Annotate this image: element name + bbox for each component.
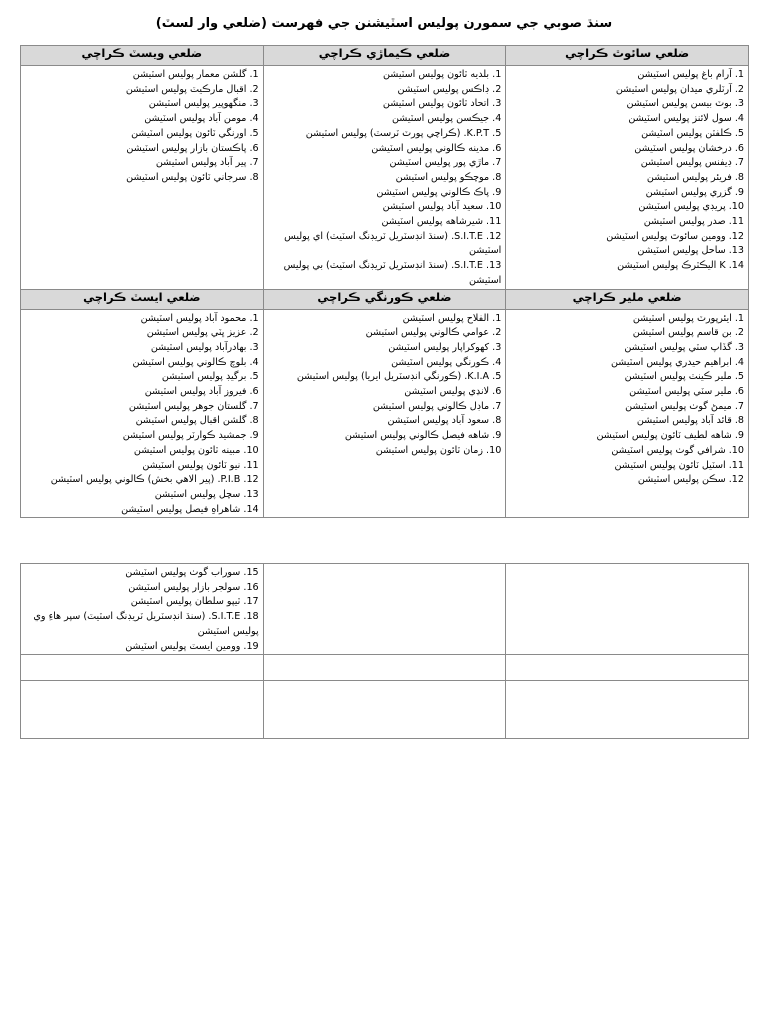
empty-cell bbox=[263, 655, 506, 681]
station-item: 3. گڏاپ سٽي پوليس اسٽيشن bbox=[624, 341, 744, 353]
station-item: 7. پير آباد پوليس اسٽيشن bbox=[155, 157, 259, 169]
station-item: 18. S.I.T.E. (سنڌ انڊسٽريل ٽريڊنگ اسٽيٽ) سپر هاءِ وي پوليس اسٽيشن bbox=[33, 611, 259, 637]
empty-cell bbox=[506, 655, 749, 681]
empty-cell bbox=[506, 681, 749, 739]
station-item: 4. بلوچ ڪالوني پوليس اسٽيشن bbox=[132, 356, 259, 368]
station-item: 17. ٽيپو سلطان پوليس اسٽيشن bbox=[130, 596, 259, 608]
station-item: 3. بوٽ بيسن پوليس اسٽيشن bbox=[626, 98, 744, 110]
empty-cell bbox=[21, 655, 264, 681]
district-table bbox=[20, 45, 749, 518]
station-item: 8. فريئر پوليس اسٽيشن bbox=[646, 171, 744, 183]
station-item: 2. آرٽلري ميدان پوليس اسٽيشن bbox=[615, 83, 744, 95]
station-item: 10. پريڊي پوليس اسٽيشن bbox=[638, 201, 744, 213]
station-cell-kemari bbox=[263, 66, 506, 290]
station-item: 8. سرجاني ٽائون پوليس اسٽيشن bbox=[126, 171, 259, 183]
station-list bbox=[25, 310, 259, 518]
station-cell-west bbox=[21, 66, 264, 290]
page-title: سنڌ صوبي جي سمورن پوليس اسٽيشنن جي فهرست (ضلعي وار لسٽ) bbox=[155, 16, 613, 31]
station-list bbox=[510, 564, 744, 566]
district-header-korangi: ضلعي ڪورنگي ڪراچي bbox=[263, 289, 506, 309]
empty-cell bbox=[263, 681, 506, 739]
station-list bbox=[268, 564, 502, 566]
station-item: 13. S.I.T.E. (سنڌ انڊسٽريل ٽريڊنگ اسٽيٽ) بي پوليس اسٽيشن bbox=[283, 260, 502, 286]
station-item: 5. K.P.T. (ڪراچي پورٽ ٽرسٽ) پوليس اسٽيشن bbox=[305, 127, 502, 139]
station-cell-east bbox=[21, 309, 264, 518]
station-item: 8. سعود آباد پوليس اسٽيشن bbox=[387, 415, 502, 427]
station-item: 10. شرافي گوٺ پوليس اسٽيشن bbox=[611, 444, 744, 456]
station-list bbox=[510, 66, 744, 274]
station-item: 9. پاڪ ڪالوني پوليس اسٽيشن bbox=[376, 186, 502, 198]
station-item: 3. منگهوپير پوليس اسٽيشن bbox=[148, 98, 259, 110]
station-item: 6. فيروز آباد پوليس اسٽيشن bbox=[144, 386, 259, 398]
station-item: 4. ابراهيم حيدري پوليس اسٽيشن bbox=[610, 356, 744, 368]
district-header-malir: ضلعي ملير ڪراچي bbox=[506, 289, 749, 309]
station-item: 12. S.I.T.E. (سنڌ انڊسٽريل ٽريڊنگ اسٽيٽ) اي پوليس اسٽيشن bbox=[284, 230, 502, 257]
station-item: 12. سڪن پوليس اسٽيشن bbox=[637, 474, 744, 486]
station-item: 10. زمان ٽائون پوليس اسٽيشن bbox=[375, 444, 502, 456]
district-body-row-2 bbox=[21, 309, 749, 518]
station-item: 14. شاهراهِ فيصل پوليس اسٽيشن bbox=[121, 503, 259, 515]
station-item: 5. اورنگي ٽائون پوليس اسٽيشن bbox=[131, 127, 259, 139]
continuation-row bbox=[21, 564, 749, 655]
station-cell-south bbox=[506, 66, 749, 290]
station-item: 2. اقبال مارڪيٽ پوليس اسٽيشن bbox=[125, 83, 259, 95]
station-item: 10. مبينه ٽائون پوليس اسٽيشن bbox=[133, 444, 259, 456]
empty-cell bbox=[506, 564, 749, 655]
station-item: 9. شاهه لطيف ٽائون پوليس اسٽيشن bbox=[596, 430, 744, 442]
empty-cell bbox=[21, 681, 264, 739]
station-item: 14. K اليڪٽرڪ پوليس اسٽيشن bbox=[617, 260, 744, 272]
station-item: 5. برگيڊ پوليس اسٽيشن bbox=[161, 371, 259, 383]
station-item: 9. شاهه فيصل ڪالوني پوليس اسٽيشن bbox=[344, 430, 502, 442]
station-item: 1. آرام باغ پوليس اسٽيشن bbox=[637, 69, 744, 80]
station-item: 5. ڪلفٽن پوليس اسٽيشن bbox=[641, 127, 744, 139]
station-item: 7. ميمڻ گوٺ پوليس اسٽيشن bbox=[625, 400, 744, 412]
station-item: 12. وومين سائوٿ پوليس اسٽيشن bbox=[606, 230, 744, 242]
station-item: 4. ڪورنگي پوليس اسٽيشن bbox=[391, 356, 502, 368]
district-body-row-1 bbox=[21, 66, 749, 290]
continuation-table bbox=[20, 563, 749, 739]
empty-row bbox=[21, 681, 749, 739]
station-item: 13. سچل پوليس اسٽيشن bbox=[154, 488, 259, 500]
station-list bbox=[25, 66, 259, 186]
station-item: 11. صدر پوليس اسٽيشن bbox=[643, 216, 744, 228]
station-item: 7. ماڙي پور پوليس اسٽيشن bbox=[389, 157, 502, 169]
station-item: 5. K.I.A. (ڪورنگي انڊسٽريل ايريا) پوليس اسٽيشن bbox=[296, 371, 502, 383]
station-item: 1. بلديه ٽائون پوليس اسٽيشن bbox=[382, 69, 502, 80]
station-item: 2. عوامي ڪالوني پوليس اسٽيشن bbox=[365, 327, 502, 339]
station-item: 3. بهادرآباد پوليس اسٽيشن bbox=[150, 341, 259, 353]
station-item: 1. گلشن معمار پوليس اسٽيشن bbox=[132, 69, 259, 80]
station-item: 8. موچڪو پوليس اسٽيشن bbox=[395, 171, 502, 183]
station-item: 2. عزيز ڀٽي پوليس اسٽيشن bbox=[146, 327, 259, 339]
empty-cell bbox=[263, 564, 506, 655]
station-list bbox=[25, 564, 259, 654]
station-item: 6. لانڍي پوليس اسٽيشن bbox=[404, 386, 502, 398]
station-item: 7. ڊيفنس پوليس اسٽيشن bbox=[640, 157, 744, 169]
station-item: 1. الفلاح پوليس اسٽيشن bbox=[402, 312, 502, 324]
station-item: 3. کهوکراپار پوليس اسٽيشن bbox=[388, 341, 502, 353]
station-list bbox=[268, 310, 502, 459]
station-item: 3. اتحاد ٽائون پوليس اسٽيشن bbox=[382, 98, 502, 110]
station-list bbox=[510, 310, 744, 488]
empty-row bbox=[21, 655, 749, 681]
station-item: 7. ماڊل ڪالوني پوليس اسٽيشن bbox=[372, 400, 502, 412]
station-item: 15. سوراب گوٺ پوليس اسٽيشن bbox=[125, 567, 259, 578]
station-item: 19. وومين ايسٽ پوليس اسٽيشن bbox=[125, 640, 259, 652]
station-item: 13. ساحل پوليس اسٽيشن bbox=[637, 245, 744, 257]
station-item: 11. نيو ٽائون پوليس اسٽيشن bbox=[142, 459, 259, 471]
station-item: 5. ملير ڪينٽ پوليس اسٽيشن bbox=[624, 371, 744, 383]
station-item: 6. پاڪستان بازار پوليس اسٽيشن bbox=[126, 142, 259, 154]
station-item: 12. P.I.B. (پير الاهي بخش) ڪالوني پوليس اسٽيشن bbox=[50, 474, 259, 486]
station-item: 2. بن قاسم پوليس اسٽيشن bbox=[632, 327, 744, 339]
station-item: 6. مدينه ڪالوني پوليس اسٽيشن bbox=[371, 142, 502, 154]
district-header-kemari: ضلعي ڪيماڙي ڪراچي bbox=[263, 46, 506, 66]
station-cell-malir bbox=[506, 309, 749, 518]
station-cell-korangi bbox=[263, 309, 506, 518]
district-header-row-2 bbox=[21, 289, 749, 309]
station-item: 4. سول لائنز پوليس اسٽيشن bbox=[628, 113, 744, 125]
station-item: 9. گزري پوليس اسٽيشن bbox=[645, 186, 744, 198]
station-list bbox=[268, 66, 502, 289]
station-item: 8. گلشن اقبال پوليس اسٽيشن bbox=[135, 415, 259, 427]
station-item: 1. ايئرپورٽ پوليس اسٽيشن bbox=[632, 312, 744, 324]
station-item: 6. ملير سٽي پوليس اسٽيشن bbox=[629, 386, 744, 398]
district-header-south: ضلعي سائوٿ ڪراچي bbox=[506, 46, 749, 66]
district-header-east: ضلعي ايسٽ ڪراچي bbox=[21, 289, 264, 309]
station-item: 11. شيرشاهه پوليس اسٽيشن bbox=[381, 216, 502, 228]
station-item: 2. ڊاڪس پوليس اسٽيشن bbox=[397, 83, 502, 95]
station-item: 6. درخشان پوليس اسٽيشن bbox=[634, 142, 744, 154]
station-item: 11. اسٽيل ٽائون پوليس اسٽيشن bbox=[614, 459, 744, 471]
station-item: 4. مومن آباد پوليس اسٽيشن bbox=[144, 113, 259, 125]
station-item: 7. گلستان جوهر پوليس اسٽيشن bbox=[128, 400, 259, 412]
station-item: 16. سولجر بازار پوليس اسٽيشن bbox=[128, 581, 259, 593]
station-item: 1. محمود آباد پوليس اسٽيشن bbox=[140, 312, 259, 324]
station-item: 8. قائد آباد پوليس اسٽيشن bbox=[636, 415, 744, 427]
district-header-row-1 bbox=[21, 46, 749, 66]
station-item: 10. سعيد آباد پوليس اسٽيشن bbox=[382, 201, 502, 213]
district-header-west: ضلعي ويسٽ ڪراچي bbox=[21, 46, 264, 66]
station-item: 9. جمشيد ڪوارٽر پوليس اسٽيشن bbox=[122, 430, 259, 442]
station-item: 4. جيڪسن پوليس اسٽيشن bbox=[391, 113, 502, 125]
station-cell-east-continued bbox=[21, 564, 264, 655]
